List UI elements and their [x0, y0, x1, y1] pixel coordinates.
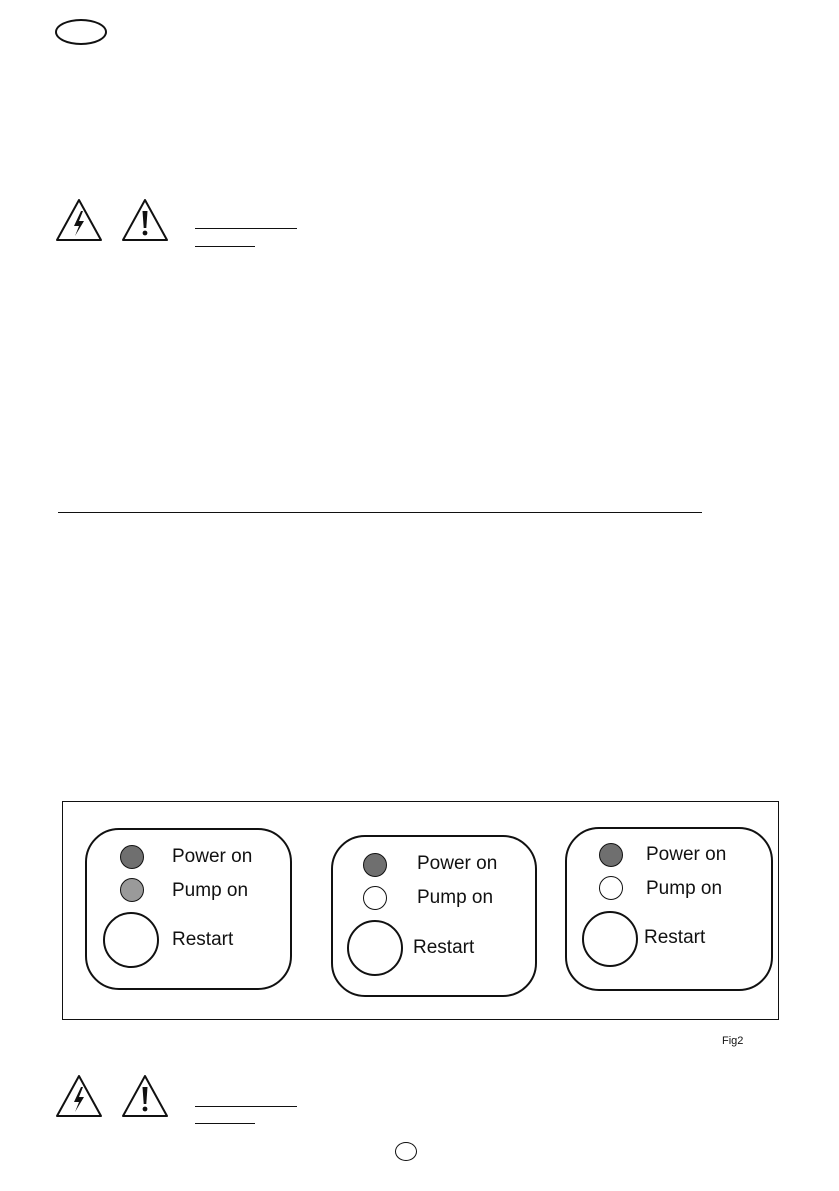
power-label: Power on: [646, 844, 727, 865]
underline-short: [195, 246, 255, 247]
restart-button[interactable]: [347, 920, 403, 976]
pump-label: Pump on: [172, 880, 249, 901]
restart-button[interactable]: [103, 912, 159, 968]
pump-label: Pump on: [417, 887, 494, 908]
power-label: Power on: [417, 853, 498, 874]
electric-hazard-icon: [55, 198, 103, 242]
pump-label: Pump on: [646, 878, 723, 899]
pump-led: [363, 886, 387, 910]
control-panel-1: [85, 828, 292, 990]
control-panel-2: [331, 835, 537, 997]
pump-led: [599, 876, 623, 900]
control-panel-3: [565, 827, 773, 991]
figure-caption: Fig2: [722, 1035, 744, 1047]
underline-long: [195, 228, 297, 229]
electric-hazard-icon: [55, 1074, 103, 1118]
pump-led: [120, 878, 144, 902]
section-divider: [58, 512, 702, 513]
exclamation-warning-icon: [121, 198, 169, 242]
underline-long: [195, 1106, 297, 1107]
power-label: Power on: [172, 846, 253, 867]
power-led: [120, 845, 144, 869]
restart-label: Restart: [172, 929, 234, 950]
power-led: [363, 853, 387, 877]
language-oval: [55, 19, 107, 45]
page-number-oval: [395, 1142, 417, 1161]
power-led: [599, 843, 623, 867]
restart-label: Restart: [644, 927, 706, 948]
restart-label: Restart: [413, 937, 475, 958]
exclamation-warning-icon: [121, 1074, 169, 1118]
underline-short: [195, 1123, 255, 1124]
figure-frame: [62, 801, 779, 1020]
restart-button[interactable]: [582, 911, 638, 967]
